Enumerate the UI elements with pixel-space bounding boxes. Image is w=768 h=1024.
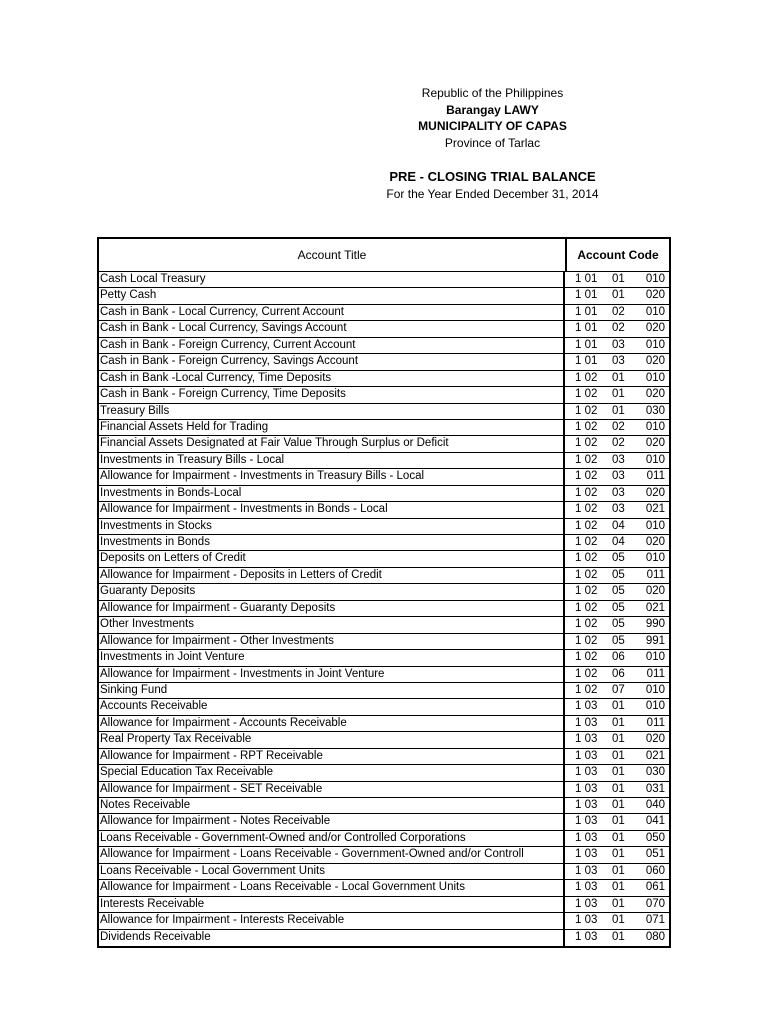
account-code-part: 01: [612, 700, 625, 713]
account-title-header: Account Title: [99, 239, 567, 271]
table-row: [99, 667, 669, 683]
account-code-part: 02: [612, 437, 625, 450]
barangay-line: Barangay LAWY: [446, 102, 539, 117]
account-title-cell: Cash in Bank -Local Currency, Time Deposits: [99, 371, 565, 387]
account-code-part: 03: [612, 486, 625, 499]
account-code-part: 020: [645, 437, 665, 450]
account-code-part: 01: [612, 782, 625, 795]
account-code-cell: [565, 305, 669, 321]
account-code-part: 020: [645, 388, 665, 401]
account-code-cell: [565, 272, 669, 288]
account-title-cell: Investments in Bonds: [99, 535, 565, 551]
table-row: [99, 765, 669, 781]
table-row: [99, 321, 669, 337]
table-row: [99, 272, 669, 288]
account-code-part: 03: [612, 503, 625, 516]
account-code-part: 05: [612, 585, 625, 598]
account-code-part: 1 03: [575, 766, 598, 779]
account-code-part: 011: [646, 716, 665, 729]
account-code-part: 05: [612, 618, 625, 631]
account-code-part: 020: [645, 585, 665, 598]
account-code-cell: [565, 617, 669, 633]
account-code-part: 010: [645, 273, 665, 285]
account-code-part: 03: [612, 355, 625, 368]
account-code-cell: [565, 551, 669, 567]
table-row: [99, 782, 669, 798]
account-title-cell: Guaranty Deposits: [99, 584, 565, 600]
account-code-part: 1 02: [575, 420, 598, 433]
account-code-cell: [565, 404, 669, 420]
table-row: [99, 913, 669, 929]
account-code-cell: [565, 354, 669, 370]
table-row: [99, 568, 669, 584]
account-code-part: 010: [645, 420, 665, 433]
account-code-cell: [565, 683, 669, 699]
account-code-part: 01: [612, 831, 625, 844]
account-title-cell: Real Property Tax Receivable: [99, 732, 565, 748]
account-title-cell: Allowance for Impairment - RPT Receivable: [99, 749, 565, 765]
account-code-part: 01: [612, 749, 625, 762]
account-code-part: 041: [645, 815, 665, 828]
account-code-cell: [565, 371, 669, 387]
account-code-cell: [565, 749, 669, 765]
account-code-part: 02: [612, 420, 625, 433]
account-code-part: 1 02: [575, 404, 598, 417]
account-code-cell: [565, 880, 669, 896]
account-code-cell: [565, 864, 669, 880]
table-row: [99, 404, 669, 420]
account-code-part: 06: [612, 651, 625, 664]
account-code-cell: [565, 798, 669, 814]
account-code-part: 020: [645, 486, 665, 499]
account-code-part: 1 03: [575, 897, 598, 910]
account-code-part: 061: [645, 881, 665, 894]
account-title-cell: Accounts Receivable: [99, 699, 565, 715]
account-code-part: 1 01: [575, 338, 598, 351]
account-code-part: 01: [612, 815, 625, 828]
account-code-part: 04: [612, 519, 625, 532]
trial-balance-table: [97, 237, 671, 948]
account-code-header: Account Code: [577, 248, 659, 262]
account-code-part: 1 02: [575, 552, 598, 565]
account-code-part: 03: [612, 453, 625, 466]
table-row: [99, 864, 669, 880]
account-code-part: 01: [612, 930, 625, 943]
account-code-cell: [565, 486, 669, 502]
account-code-part: 1 02: [575, 585, 598, 598]
account-code-part: 1 03: [575, 930, 598, 943]
account-code-cell: [565, 699, 669, 715]
account-code-part: 1 03: [575, 881, 598, 894]
account-code-part: 021: [645, 749, 665, 762]
account-code-part: 020: [645, 733, 665, 746]
account-code-cell: [565, 436, 669, 452]
account-code-part: 1 01: [575, 322, 598, 335]
account-title-cell: Allowance for Impairment - Investments in Bonds - Local: [99, 502, 565, 518]
table-row: [99, 436, 669, 452]
table-row: [99, 519, 669, 535]
account-code-part: 1 02: [575, 371, 598, 384]
account-code-part: 010: [645, 338, 665, 351]
table-row: [99, 502, 669, 518]
account-code-part: 031: [645, 782, 665, 795]
account-title-cell: Cash in Bank - Local Currency, Current Account: [99, 305, 565, 321]
table-row: [99, 716, 669, 732]
account-code-part: 01: [612, 289, 625, 302]
account-code-part: 1 03: [575, 782, 598, 795]
table-row: [99, 683, 669, 699]
account-code-part: 030: [645, 766, 665, 779]
account-code-cell: [565, 831, 669, 847]
account-code-part: 1 02: [575, 486, 598, 499]
account-code-part: 1 03: [575, 733, 598, 746]
table-row: [99, 387, 669, 403]
account-code-part: 020: [645, 536, 665, 548]
table-row: [99, 617, 669, 633]
account-code-part: 03: [612, 338, 625, 351]
account-code-part: 071: [645, 914, 665, 927]
account-code-cell: [565, 634, 669, 650]
table-row: [99, 601, 669, 617]
table-row: [99, 305, 669, 321]
account-code-part: 1 02: [575, 536, 598, 548]
account-code-part: 01: [612, 799, 625, 811]
account-code-part: 1 01: [575, 305, 598, 318]
table-row: [99, 288, 669, 304]
table-row: [99, 634, 669, 650]
account-code-part: 02: [612, 322, 625, 335]
account-code-part: 020: [645, 289, 665, 302]
table-row: [99, 699, 669, 715]
account-code-part: 021: [645, 503, 665, 516]
account-code-part: 1 03: [575, 864, 598, 877]
account-code-part: 05: [612, 568, 625, 581]
account-code-cell: [565, 387, 669, 403]
account-title-cell: Allowance for Impairment - Guaranty Deposits: [99, 601, 565, 617]
table-row: [99, 535, 669, 551]
account-code-part: 011: [646, 667, 665, 680]
table-row: [99, 354, 669, 370]
account-code-part: 1 03: [575, 848, 598, 861]
account-title-cell: Investments in Stocks: [99, 519, 565, 535]
account-title-cell: Loans Receivable - Government-Owned and/or Controlled Corporations: [99, 831, 565, 847]
account-title-cell: Cash in Bank - Foreign Currency, Time Deposits: [99, 387, 565, 403]
account-code-part: 1 02: [575, 453, 598, 466]
table-row: [99, 584, 669, 600]
account-title-cell: Investments in Bonds-Local: [99, 486, 565, 502]
account-code-part: 991: [645, 634, 665, 647]
table-row: [99, 814, 669, 830]
account-code-part: 011: [646, 470, 665, 483]
account-code-part: 05: [612, 634, 625, 647]
account-title-cell: Special Education Tax Receivable: [99, 765, 565, 781]
account-code-part: 010: [645, 453, 665, 466]
republic-line: Republic of the Philippines: [421, 86, 564, 100]
account-code-part: 1 02: [575, 388, 598, 401]
account-title-cell: Investments in Joint Venture: [99, 650, 565, 666]
report-title: PRE - CLOSING TRIAL BALANCE: [389, 169, 596, 184]
account-code-cell: [565, 814, 669, 830]
account-title-cell: Loans Receivable - Local Government Units: [99, 864, 565, 880]
account-title-cell: Cash Local Treasury: [99, 272, 565, 288]
account-code-part: 1 02: [575, 634, 598, 647]
table-row: [99, 469, 669, 485]
table-row: [99, 798, 669, 814]
account-code-part: 1 03: [575, 749, 598, 762]
account-title-cell: Allowance for Impairment - Accounts Receivable: [99, 716, 565, 732]
account-code-part: 1 02: [575, 519, 598, 532]
account-title-cell: Allowance for Impairment - Loans Receivable - Government-Owned and/or Controll: [99, 847, 565, 863]
account-code-cell: [565, 897, 669, 913]
account-code-part: 1 02: [575, 667, 598, 680]
account-code-part: 010: [645, 700, 665, 713]
account-code-cell: [565, 601, 669, 617]
account-code-part: 02: [612, 305, 625, 318]
account-code-part: 1 02: [575, 470, 598, 483]
account-code-part: 01: [612, 388, 625, 401]
account-title-cell: Allowance for Impairment - Interests Receivable: [99, 913, 565, 929]
municipality-line: MUNICIPALITY OF CAPAS: [418, 119, 567, 133]
account-code-cell: [565, 765, 669, 781]
account-title-cell: Allowance for Impairment - Investments in Joint Venture: [99, 667, 565, 683]
account-code-part: 1 03: [575, 831, 598, 844]
account-code-part: 010: [645, 371, 665, 384]
account-code-part: 990: [645, 618, 665, 631]
account-code-part: 1 02: [575, 601, 598, 614]
account-title-cell: Dividends Receivable: [99, 930, 565, 946]
table-header-row: [99, 239, 669, 272]
account-code-cell: [565, 453, 669, 469]
account-title-cell: Cash in Bank - Foreign Currency, Savings Account: [99, 354, 565, 370]
account-title-cell: Treasury Bills: [99, 404, 565, 420]
account-code-part: 01: [612, 371, 625, 384]
account-code-part: 1 02: [575, 503, 598, 516]
account-title-cell: Petty Cash: [99, 288, 565, 304]
account-code-part: 010: [645, 552, 665, 565]
account-code-part: 020: [645, 322, 665, 335]
account-code-part: 1 02: [575, 568, 598, 581]
account-code-cell: [565, 519, 669, 535]
account-code-cell: [565, 568, 669, 584]
account-code-part: 1 02: [575, 618, 598, 631]
account-code-part: 01: [612, 766, 625, 779]
account-title-cell: Financial Assets Held for Trading: [99, 420, 565, 436]
account-code-cell: [565, 847, 669, 863]
account-code-cell: [565, 913, 669, 929]
account-code-part: 1 02: [575, 683, 598, 696]
table-row: [99, 732, 669, 748]
report-period: For the Year Ended December 31, 2014: [386, 187, 599, 201]
account-title-cell: Allowance for Impairment - Loans Receivable - Local Government Units: [99, 880, 565, 896]
account-code-part: 01: [612, 864, 625, 877]
account-code-part: 01: [612, 897, 625, 910]
account-code-part: 01: [612, 404, 625, 417]
account-code-part: 1 03: [575, 700, 598, 713]
account-code-cell: [565, 782, 669, 798]
account-code-part: 080: [645, 930, 665, 943]
account-code-part: 1 03: [575, 799, 598, 811]
account-code-part: 060: [645, 864, 665, 877]
account-code-part: 010: [645, 305, 665, 318]
account-title-cell: Financial Assets Designated at Fair Value Through Surplus or Deficit: [99, 436, 565, 452]
table-row: [99, 930, 669, 946]
account-code-cell: [565, 732, 669, 748]
table-row: [99, 453, 669, 469]
account-code-part: 051: [645, 848, 665, 861]
account-code-cell: [565, 716, 669, 732]
account-code-part: 1 03: [575, 914, 598, 927]
account-code-part: 010: [645, 651, 665, 664]
account-code-part: 01: [612, 881, 625, 894]
table-row: [99, 749, 669, 765]
account-code-part: 1 03: [575, 815, 598, 828]
table-row: [99, 880, 669, 896]
account-code-cell: [565, 535, 669, 551]
account-code-part: 1 03: [575, 716, 598, 729]
account-code-part: 1 01: [575, 273, 598, 285]
account-title-cell: Notes Receivable: [99, 798, 565, 814]
account-code-cell: [565, 930, 669, 946]
report-title-block: [300, 168, 685, 202]
account-title-cell: Allowance for Impairment - Investments in Treasury Bills - Local: [99, 469, 565, 485]
account-code-part: 07: [612, 683, 625, 696]
account-code-part: 030: [645, 404, 665, 417]
account-code-part: 011: [646, 568, 665, 581]
account-title-cell: Interests Receivable: [99, 897, 565, 913]
table-row: [99, 650, 669, 666]
account-code-part: 020: [645, 355, 665, 368]
account-title-cell: Allowance for Impairment - Notes Receivable: [99, 814, 565, 830]
account-title-cell: Allowance for Impairment - Deposits in Letters of Credit: [99, 568, 565, 584]
account-code-part: 070: [645, 897, 665, 910]
account-code-part: 05: [612, 552, 625, 565]
account-code-cell: [565, 420, 669, 436]
table-row: [99, 338, 669, 354]
account-code-part: 1 02: [575, 437, 598, 450]
account-code-part: 03: [612, 470, 625, 483]
table-row: [99, 420, 669, 436]
account-title-cell: Cash in Bank - Local Currency, Savings Account: [99, 321, 565, 337]
province-line: Province of Tarlac: [444, 135, 541, 150]
table-row: [99, 371, 669, 387]
account-code-part: 010: [645, 519, 665, 532]
table-row: [99, 831, 669, 847]
account-title-cell: Allowance for Impairment - Other Investments: [99, 634, 565, 650]
account-code-part: 01: [612, 848, 625, 861]
account-code-part: 06: [612, 667, 625, 680]
account-title-cell: Sinking Fund: [99, 683, 565, 699]
account-code-cell: [565, 469, 669, 485]
table-row: [99, 486, 669, 502]
table-row: [99, 551, 669, 567]
account-code-part: 1 01: [575, 289, 598, 302]
document-header: [300, 85, 685, 151]
account-code-cell: [565, 584, 669, 600]
account-code-part: 040: [645, 799, 665, 811]
account-code-cell: [565, 321, 669, 337]
account-code-cell: [565, 288, 669, 304]
account-code-part: 021: [645, 601, 665, 614]
table-body: [99, 272, 669, 946]
account-code-part: 01: [612, 716, 625, 729]
account-code-cell: [565, 667, 669, 683]
account-code-part: 1 01: [575, 355, 598, 368]
account-title-cell: Allowance for Impairment - SET Receivable: [99, 782, 565, 798]
account-code-part: 01: [612, 273, 625, 285]
table-row: [99, 847, 669, 863]
account-code-part: 04: [612, 536, 625, 548]
account-code-cell: [565, 650, 669, 666]
account-code-part: 05: [612, 601, 625, 614]
account-title-cell: Cash in Bank - Foreign Currency, Current Account: [99, 338, 565, 354]
account-code-part: 010: [645, 683, 665, 696]
account-title-cell: Investments in Treasury Bills - Local: [99, 453, 565, 469]
account-code-cell: [565, 502, 669, 518]
account-code-cell: [565, 338, 669, 354]
account-title-cell: Deposits on Letters of Credit: [99, 551, 565, 567]
account-title-cell: Other Investments: [99, 617, 565, 633]
account-code-part: 01: [612, 733, 625, 746]
account-code-part: 050: [645, 831, 665, 844]
table-row: [99, 897, 669, 913]
account-code-part: 1 02: [575, 651, 598, 664]
account-code-part: 01: [612, 914, 625, 927]
